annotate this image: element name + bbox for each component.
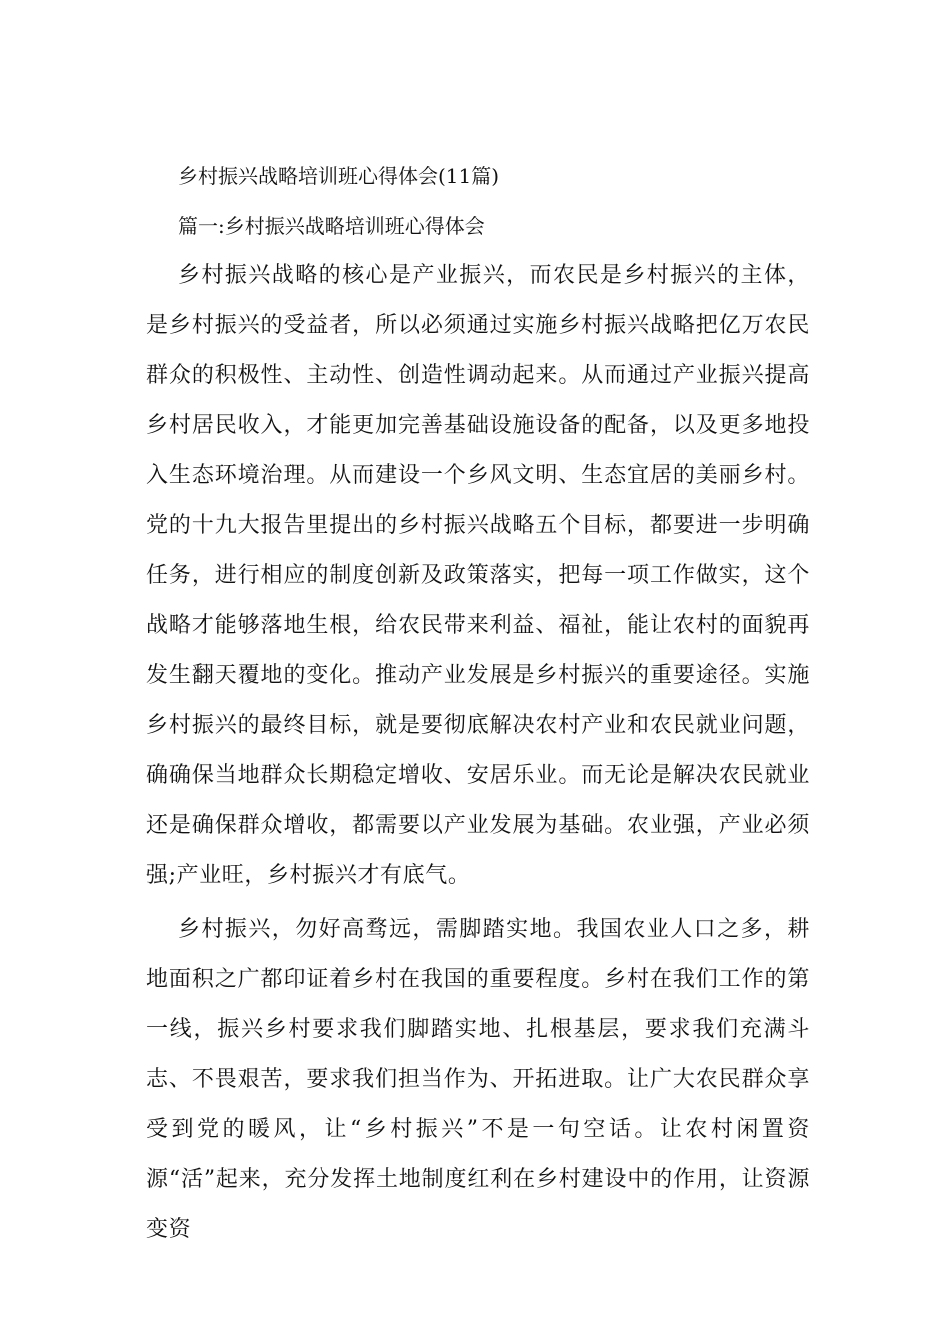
section-heading: 篇一:乡村振兴战略培训班心得体会	[178, 214, 485, 238]
document-title: 乡村振兴战略培训班心得体会(11篇)	[178, 164, 500, 188]
body-paragraph-1: 乡村振兴战略的核心是产业振兴，而农民是乡村振兴的主体，是乡村振兴的受益者，所以必须通过实施乡村振兴战略把亿万农民群众的积极性、主动性、创造性调动起来。从而通过产业振兴提高乡村居民收入，才能更加完善基础设施设备的配备，以及更多地投入生态环境治理。从而建设一个乡风文明、生态宜居的美丽乡村。党的十九大报告里提出的乡村振兴战略五个目标，都要进一步明确任务，进行相应的制度创新及政策落实，把每一项工作做实，这个战略才能够落地生根，给农民带来利益、福祉，能让农村的面貌再发生翻天覆地的变化。推动产业发展是乡村振兴的重要途径。实施乡村振兴的最终目标，就是要彻底解决农村产业和农民就业问题，确确保当地群众长期稳定增收、安居乐业。而无论是解决农民就业还是确保群众增收，都需要以产业发展为基础。农业强，产业必须强;产业旺，乡村振兴才有底气。	[146, 263, 810, 888]
body-paragraph-2: 乡村振兴，勿好高骛远，需脚踏实地。我国农业人口之多，耕地面积之广都印证着乡村在我国的重要程度。乡村在我们工作的第一线，振兴乡村要求我们脚踏实地、扎根基层，要求我们充满斗志、不畏艰苦，要求我们担当作为、开拓进取。让广大农民群众享受到党的暖风，让“乡村振兴”不是一句空话。让农村闲置资源“活”起来，充分发挥土地制度红利在乡村建设中的作用，让资源变资	[146, 917, 810, 1242]
document-body	[146, 151, 810, 1255]
